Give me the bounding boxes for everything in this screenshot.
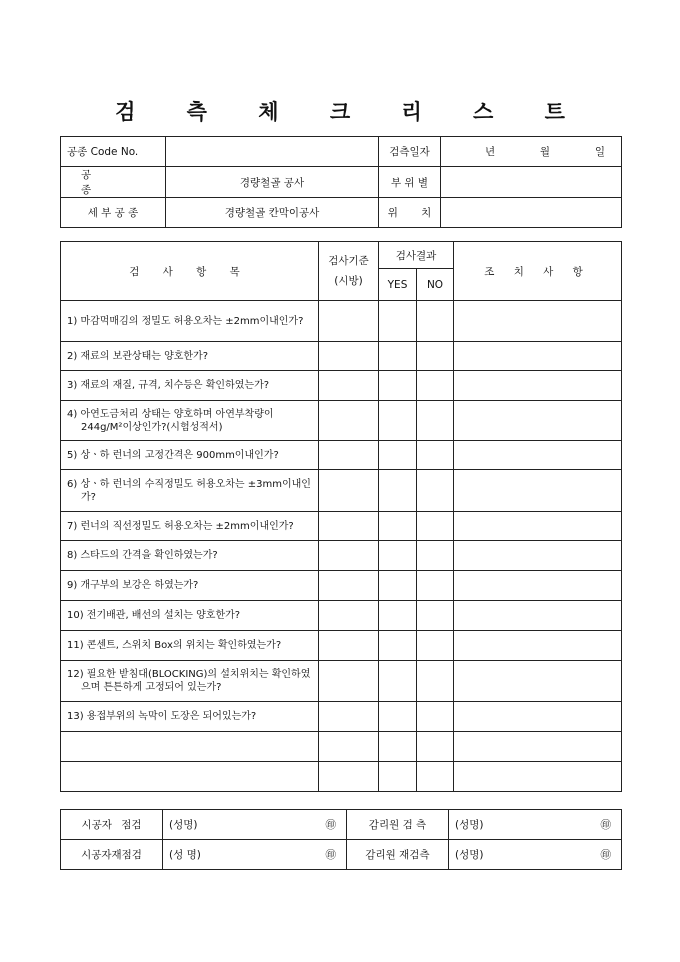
yes-cell[interactable] bbox=[379, 470, 417, 512]
action-cell[interactable] bbox=[454, 470, 622, 512]
contractor-check-label: 시공자 점검 bbox=[61, 810, 163, 840]
check-item-10: 10) 전기배관, 배선의 설치는 양호한가? bbox=[61, 601, 319, 631]
supervisor-check-sign[interactable] bbox=[449, 810, 622, 840]
check-item-13: 13) 용접부위의 녹막이 도장은 되어있는가? bbox=[61, 702, 319, 732]
col-standard-line2: (시방) bbox=[334, 275, 363, 287]
part-label: 부 위 별 bbox=[379, 167, 441, 198]
seal-mark: ㊞ bbox=[325, 819, 336, 831]
supervisor-check-label: 감리원 검 측 bbox=[347, 810, 449, 840]
location-label: 위 치 bbox=[379, 198, 441, 228]
no-cell[interactable] bbox=[417, 571, 454, 601]
action-cell[interactable] bbox=[454, 371, 622, 401]
action-cell[interactable] bbox=[454, 401, 622, 441]
supervisor-recheck-sign[interactable] bbox=[449, 840, 622, 870]
action-cell[interactable] bbox=[454, 601, 622, 631]
yes-cell[interactable] bbox=[379, 401, 417, 441]
supervisor-recheck-label: 감리원 재검측 bbox=[347, 840, 449, 870]
yes-cell[interactable] bbox=[379, 541, 417, 571]
check-item-2: 2) 재료의 보관상태는 양호한가? bbox=[61, 342, 319, 371]
action-cell[interactable] bbox=[454, 512, 622, 541]
yes-cell[interactable] bbox=[379, 762, 417, 792]
date-day: 일 bbox=[594, 146, 605, 158]
detail-value[interactable]: 경량철골 칸막이공사 bbox=[166, 198, 379, 228]
action-cell[interactable] bbox=[454, 631, 622, 661]
standard-cell[interactable] bbox=[319, 541, 379, 571]
date-label: 검측일자 bbox=[379, 137, 441, 167]
sign-name-label: (성명) bbox=[455, 819, 484, 831]
part-value[interactable] bbox=[441, 167, 622, 198]
standard-cell[interactable] bbox=[319, 470, 379, 512]
code-value[interactable] bbox=[166, 137, 379, 167]
col-standard-header bbox=[319, 242, 379, 301]
action-cell[interactable] bbox=[454, 342, 622, 371]
standard-cell[interactable] bbox=[319, 631, 379, 661]
page-title: 검 측 체 크 리 스 트 bbox=[115, 99, 587, 124]
standard-cell[interactable] bbox=[319, 512, 379, 541]
signature-table bbox=[60, 809, 622, 870]
code-label: 공종 Code No. bbox=[61, 137, 166, 167]
yes-cell[interactable] bbox=[379, 301, 417, 342]
check-item-blank-2[interactable] bbox=[61, 762, 319, 792]
contractor-recheck-sign[interactable] bbox=[163, 840, 347, 870]
no-cell[interactable] bbox=[417, 762, 454, 792]
checklist-table bbox=[60, 241, 622, 792]
check-item-3: 3) 재료의 재질, 규격, 치수등은 확인하였는가? bbox=[61, 371, 319, 401]
yes-cell[interactable] bbox=[379, 512, 417, 541]
yes-cell[interactable] bbox=[379, 571, 417, 601]
location-value[interactable] bbox=[441, 198, 622, 228]
check-item-blank-1[interactable] bbox=[61, 732, 319, 762]
action-cell[interactable] bbox=[454, 661, 622, 702]
action-cell[interactable] bbox=[454, 571, 622, 601]
seal-mark: ㊞ bbox=[600, 849, 611, 861]
action-cell[interactable] bbox=[454, 732, 622, 762]
work-label bbox=[61, 167, 166, 198]
yes-cell[interactable] bbox=[379, 371, 417, 401]
no-cell[interactable] bbox=[417, 342, 454, 371]
action-cell[interactable] bbox=[454, 762, 622, 792]
standard-cell[interactable] bbox=[319, 371, 379, 401]
check-item-9: 9) 개구부의 보강은 하였는가? bbox=[61, 571, 319, 601]
sign-name-label: (성 명) bbox=[169, 849, 201, 861]
standard-cell[interactable] bbox=[319, 762, 379, 792]
col-action-header: 조 치 사 항 bbox=[454, 242, 622, 301]
standard-cell[interactable] bbox=[319, 661, 379, 702]
contractor-recheck-label: 시공자재점검 bbox=[61, 840, 163, 870]
no-cell[interactable] bbox=[417, 441, 454, 470]
check-item-1: 1) 마감먹매김의 정밀도 허용오차는 ±2mm이내인가? bbox=[61, 301, 319, 342]
date-year: 년 bbox=[485, 146, 496, 158]
sign-name-label: (성명) bbox=[455, 849, 484, 861]
no-cell[interactable] bbox=[417, 301, 454, 342]
standard-cell[interactable] bbox=[319, 401, 379, 441]
work-label-text: 공 종 bbox=[81, 169, 92, 196]
no-cell[interactable] bbox=[417, 601, 454, 631]
no-cell[interactable] bbox=[417, 541, 454, 571]
col-item-header: 검 사 항 목 bbox=[61, 242, 319, 301]
seal-mark: ㊞ bbox=[325, 849, 336, 861]
yes-cell[interactable] bbox=[379, 601, 417, 631]
standard-cell[interactable] bbox=[319, 441, 379, 470]
no-cell[interactable] bbox=[417, 702, 454, 732]
yes-cell[interactable] bbox=[379, 732, 417, 762]
date-value[interactable] bbox=[441, 137, 622, 167]
check-item-7: 7) 런너의 직선정밀도 허용오차는 ±2mm이내인가? bbox=[61, 512, 319, 541]
check-item-11: 11) 콘센트, 스위치 Box의 위치는 확인하였는가? bbox=[61, 631, 319, 661]
date-month: 월 bbox=[539, 146, 551, 158]
no-cell[interactable] bbox=[417, 732, 454, 762]
col-no-header: NO bbox=[417, 269, 454, 301]
standard-cell[interactable] bbox=[319, 702, 379, 732]
action-cell[interactable] bbox=[454, 702, 622, 732]
no-cell[interactable] bbox=[417, 631, 454, 661]
standard-cell[interactable] bbox=[319, 571, 379, 601]
sign-name-label: (성명) bbox=[169, 819, 198, 831]
contractor-check-sign[interactable] bbox=[163, 810, 347, 840]
action-cell[interactable] bbox=[454, 541, 622, 571]
col-result-header: 검사결과 bbox=[379, 242, 454, 269]
standard-cell[interactable] bbox=[319, 342, 379, 371]
yes-cell[interactable] bbox=[379, 441, 417, 470]
action-cell[interactable] bbox=[454, 441, 622, 470]
standard-cell[interactable] bbox=[319, 732, 379, 762]
check-item-5: 5) 상ㆍ하 런너의 고정간격은 900mm이내인가? bbox=[61, 441, 319, 470]
check-item-12: 12) 필요한 받침대(BLOCKING)의 설치위치는 확인하였으며 튼튼하게 고정되어 있는가? bbox=[61, 661, 319, 702]
yes-cell[interactable] bbox=[379, 342, 417, 371]
yes-cell[interactable] bbox=[379, 661, 417, 702]
standard-cell[interactable] bbox=[319, 601, 379, 631]
no-cell[interactable] bbox=[417, 371, 454, 401]
detail-label: 세 부 공 종 bbox=[61, 198, 166, 228]
no-cell[interactable] bbox=[417, 512, 454, 541]
yes-cell[interactable] bbox=[379, 631, 417, 661]
seal-mark: ㊞ bbox=[600, 819, 611, 831]
col-standard-line1: 검사기준 bbox=[328, 255, 369, 267]
no-cell[interactable] bbox=[417, 401, 454, 441]
check-item-8: 8) 스타드의 간격을 확인하였는가? bbox=[61, 541, 319, 571]
check-item-6: 6) 상ㆍ하 런너의 수직정밀도 허용오차는 ±3mm이내인가? bbox=[61, 470, 319, 512]
action-cell[interactable] bbox=[454, 301, 622, 342]
check-item-4: 4) 아연도금처리 상태는 양호하며 아연부착량이 244g/M²이상인가?(시험성적서) bbox=[61, 401, 319, 441]
yes-cell[interactable] bbox=[379, 702, 417, 732]
no-cell[interactable] bbox=[417, 470, 454, 512]
work-value[interactable]: 경량철골 공사 bbox=[166, 167, 379, 198]
no-cell[interactable] bbox=[417, 661, 454, 702]
standard-cell[interactable] bbox=[319, 301, 379, 342]
col-yes-header: YES bbox=[379, 269, 417, 301]
header-table bbox=[60, 136, 622, 228]
